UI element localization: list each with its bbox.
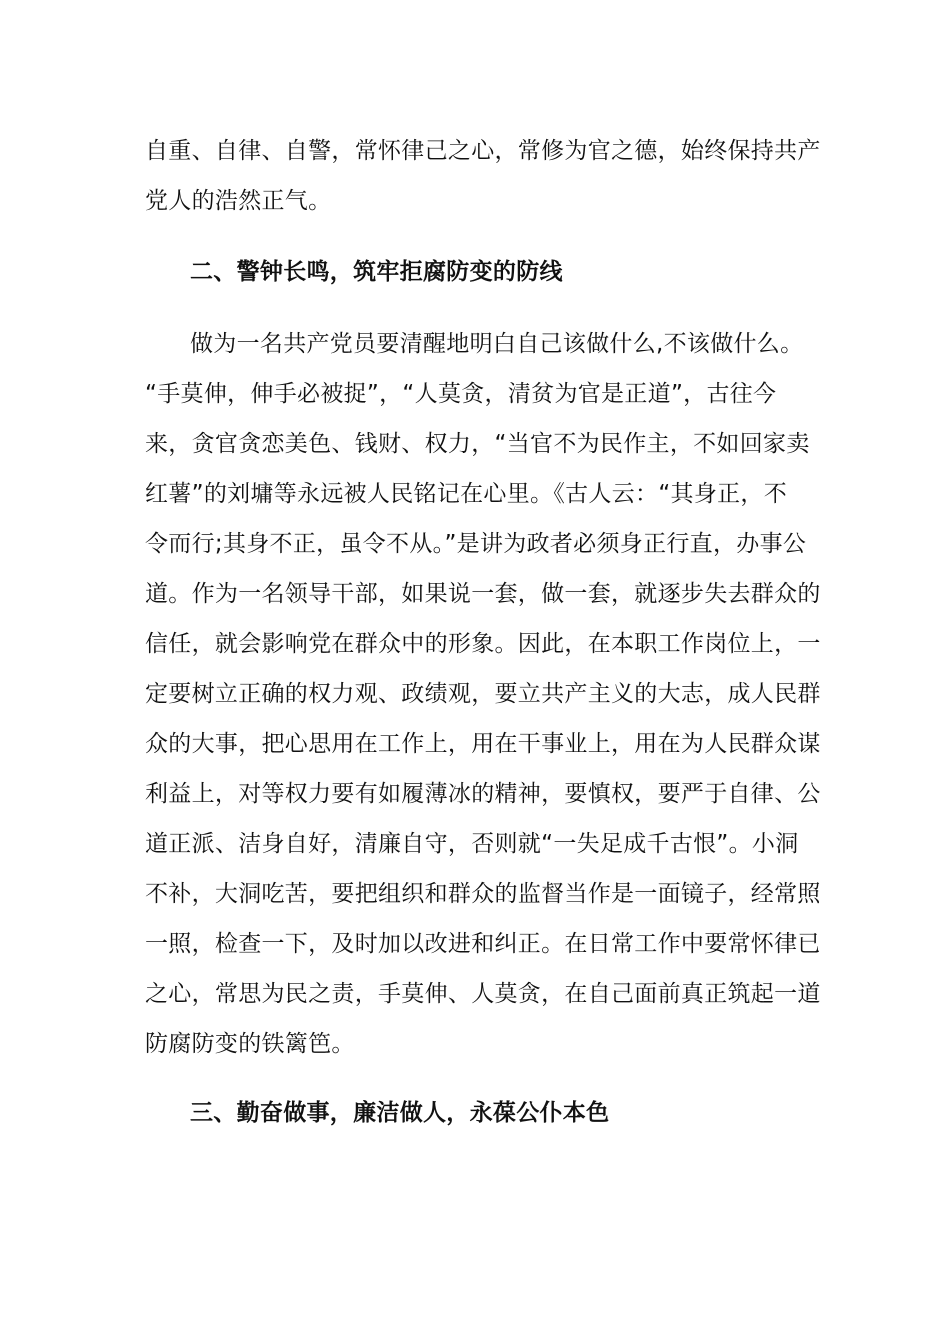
paragraph-line: 做为一名共产党员要清醒地明白自己该做什么,不该做什么。: [190, 331, 804, 357]
intro-line: 自重、自律、自警，常怀律己之心，常修为官之德，始终保持共产: [145, 138, 821, 164]
section-heading-2: 二、警钟长鸣，筑牢拒腐防变的防线: [190, 259, 563, 285]
paragraph-line: 众的大事，把心思用在工作上，用在干事业上，用在为人民群众谋: [145, 731, 821, 757]
paragraph-line: 之心，常思为民之责，手莫伸、人莫贪，在自己面前真正筑起一道: [145, 981, 821, 1007]
paragraph-line: 信任，就会影响党在群众中的形象。因此，在本职工作岗位上，一: [145, 631, 821, 657]
paragraph-line: 道正派、洁身自好，清廉自守，否则就“一失足成千古恨”。小洞: [145, 831, 799, 857]
paragraph-line: “手莫伸，伸手必被捉”，“人莫贪，清贫为官是正道”，古往今: [145, 381, 777, 407]
intro-line: 党人的浩然正气。: [145, 188, 332, 214]
paragraph-line: 令而行;其身不正，虽令不从。”是讲为政者必须身正行直，办事公: [145, 531, 807, 557]
paragraph-line: 一照，检查一下，及时加以改进和纠正。在日常工作中要常怀律已: [145, 931, 821, 957]
paragraph-line: 来，贪官贪恋美色、钱财、权力，“当官不为民作主，不如回家卖: [145, 431, 810, 457]
paragraph-line: 防腐防变的铁篱笆。: [145, 1031, 355, 1057]
paragraph-line: 定要树立正确的权力观、政绩观，要立共产主义的大志，成人民群: [145, 681, 821, 707]
paragraph-line: 不补，大洞吃苦，要把组织和群众的监督当作是一面镜子，经常照: [145, 881, 821, 907]
section-heading-3: 三、勤奋做事，廉洁做人，永葆公仆本色: [190, 1100, 610, 1126]
paragraph-line: 红薯”的刘墉等永远被人民铭记在心里。《古人云：“其身正，不: [145, 481, 788, 507]
paragraph-line: 道。作为一名领导干部，如果说一套，做一套，就逐步失去群众的: [145, 581, 821, 607]
paragraph-line: 利益上，对等权力要有如履薄冰的精神，要慎权，要严于自律、公: [145, 781, 821, 807]
